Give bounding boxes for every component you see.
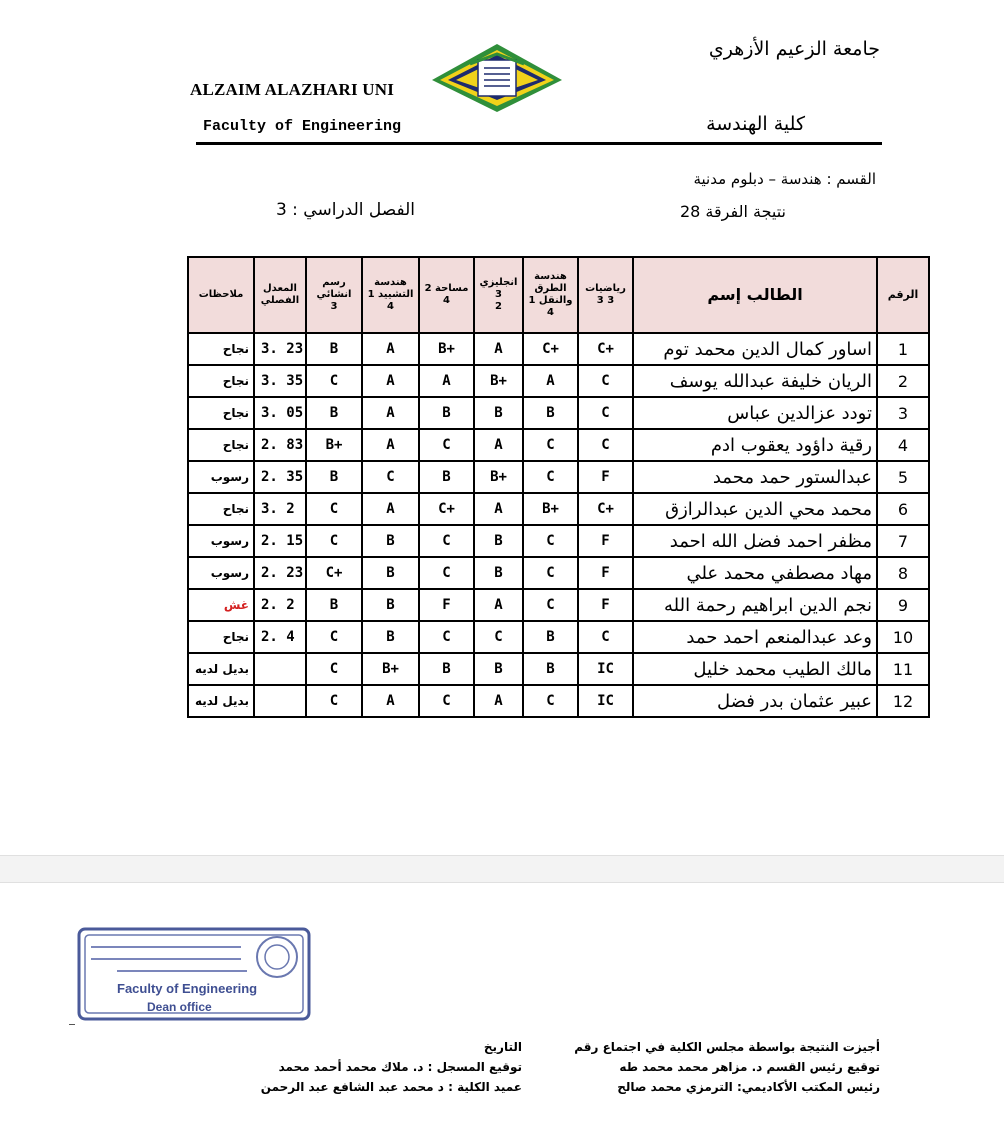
gpa-cell: 3. 35 — [254, 365, 306, 397]
row-number-cell: 5 — [877, 461, 929, 493]
notes-cell: بديل لديه — [188, 653, 254, 685]
english-grade-cell: A — [474, 333, 523, 365]
stamp-faculty-text: Faculty of Engineering — [117, 981, 258, 996]
math-grade-cell: IC — [578, 653, 633, 685]
row-number-cell: 2 — [877, 365, 929, 397]
footer-approvals — [560, 1037, 880, 1097]
construction-grade-cell: A — [362, 365, 419, 397]
faculty-name-english: Faculty of Engineering — [203, 118, 402, 135]
drawing-grade-cell: B — [306, 333, 362, 365]
drawing-column-header: رسم انشائي 3 — [306, 257, 362, 333]
footer-signatures — [250, 1037, 522, 1097]
results-table — [187, 256, 930, 718]
english-grade-cell: A — [474, 493, 523, 525]
construction-grade-cell: A — [362, 493, 419, 525]
gpa-cell: 2. 15 — [254, 525, 306, 557]
table-row — [188, 685, 929, 717]
roads-grade-cell: B — [523, 653, 578, 685]
construction-grade-cell: B — [362, 525, 419, 557]
drawing-grade-cell: C — [306, 621, 362, 653]
academic-office-line: رئيس المكتب الأكاديمي: الترمزي محمد صالح — [617, 1080, 880, 1094]
roads-grade-cell: C — [523, 557, 578, 589]
construction-grade-cell: A — [362, 333, 419, 365]
table-header-row — [188, 257, 929, 333]
notes-cell: رسوب — [188, 461, 254, 493]
math-grade-cell: F — [578, 525, 633, 557]
date-line: التاريخ — [483, 1040, 522, 1054]
drawing-grade-cell: C+ — [306, 557, 362, 589]
construction-grade-cell: B — [362, 589, 419, 621]
table-row — [188, 557, 929, 589]
semester-label: الفصل الدراسي : 3 — [275, 200, 415, 220]
notes-cell: نجاح — [188, 333, 254, 365]
construction-grade-cell: B — [362, 621, 419, 653]
student-name-cell: مهاد مصطفي محمد علي — [633, 557, 877, 589]
row-number-cell: 1 — [877, 333, 929, 365]
dean-line: عميد الكلية : د محمد عبد الشافع عبد الرحمن — [260, 1080, 522, 1094]
roads-grade-cell: B — [523, 621, 578, 653]
roads-grade-cell: C+ — [523, 333, 578, 365]
university-name-english: ALZAIM ALAZHARI UNI — [190, 80, 395, 99]
row-number-cell: 4 — [877, 429, 929, 461]
notes-cell: بديل لديه — [188, 685, 254, 717]
construction-grade-cell: A — [362, 429, 419, 461]
drawing-grade-cell: B — [306, 461, 362, 493]
gpa-cell: 3. 23 — [254, 333, 306, 365]
department-label: القسم : هندسة – دبلوم مدنية — [693, 170, 876, 188]
surveying-column-header: مساحة 2 4 — [419, 257, 474, 333]
number-column-header: الرقم — [877, 257, 929, 333]
table-row — [188, 621, 929, 653]
math-grade-cell: F — [578, 461, 633, 493]
student-name-cell: نجم الدين ابراهيم رحمة الله — [633, 589, 877, 621]
drawing-grade-cell: B — [306, 397, 362, 429]
gpa-cell: 3. 2 — [254, 493, 306, 525]
english-column-header: انجليزي 3 2 — [474, 257, 523, 333]
registrar-line: توقيع المسجل : د. ملاك محمد أحمد محمد — [278, 1060, 522, 1074]
row-number-cell: 9 — [877, 589, 929, 621]
table-row — [188, 589, 929, 621]
roads-grade-cell: C — [523, 429, 578, 461]
student-name-cell: الريان خليفة عبدالله يوسف — [633, 365, 877, 397]
roads-grade-cell: C — [523, 685, 578, 717]
row-number-cell: 3 — [877, 397, 929, 429]
table-row — [188, 397, 929, 429]
table-row — [188, 493, 929, 525]
student-name-cell: عبير عثمان بدر فضل — [633, 685, 877, 717]
drawing-grade-cell: C — [306, 685, 362, 717]
math-grade-cell: C — [578, 397, 633, 429]
english-grade-cell: A — [474, 429, 523, 461]
student-name-cell: وعد عبدالمنعم احمد حمد — [633, 621, 877, 653]
table-row — [188, 461, 929, 493]
row-number-cell: 11 — [877, 653, 929, 685]
row-number-cell: 7 — [877, 525, 929, 557]
english-grade-cell: B — [474, 525, 523, 557]
math-grade-cell: C — [578, 365, 633, 397]
english-grade-cell: B — [474, 653, 523, 685]
gpa-cell: 2. 2 — [254, 589, 306, 621]
roads-grade-cell: C — [523, 525, 578, 557]
roads-grade-cell: A — [523, 365, 578, 397]
row-number-cell: 10 — [877, 621, 929, 653]
gpa-column-header: المعدل الفصلي — [254, 257, 306, 333]
math-grade-cell: C+ — [578, 493, 633, 525]
construction-column-header: هندسة التشييد 1 4 — [362, 257, 419, 333]
math-grade-cell: C — [578, 429, 633, 461]
surveying-grade-cell: F — [419, 589, 474, 621]
batch-result-label: نتيجة الفرقة 28 — [679, 202, 786, 221]
surveying-grade-cell: A — [419, 365, 474, 397]
table-row — [188, 525, 929, 557]
construction-grade-cell: C — [362, 461, 419, 493]
notes-column-header: ملاحظات — [188, 257, 254, 333]
gpa-cell: 2. 4 — [254, 621, 306, 653]
student-name-cell: محمد محي الدين عبدالرازق — [633, 493, 877, 525]
surveying-grade-cell: C — [419, 557, 474, 589]
row-number-cell: 8 — [877, 557, 929, 589]
english-grade-cell: B+ — [474, 461, 523, 493]
faculty-name-arabic: كلية الهندسة — [706, 113, 805, 135]
surveying-grade-cell: B — [419, 653, 474, 685]
table-row — [188, 653, 929, 685]
english-grade-cell: B — [474, 557, 523, 589]
student-name-cell: مظفر احمد فضل الله احمد — [633, 525, 877, 557]
english-grade-cell: B+ — [474, 365, 523, 397]
notes-cell: نجاح — [188, 429, 254, 461]
construction-grade-cell: A — [362, 685, 419, 717]
surveying-grade-cell: C+ — [419, 493, 474, 525]
notes-cell: نجاح — [188, 365, 254, 397]
gpa-cell: 2. 23 — [254, 557, 306, 589]
row-number-cell: 12 — [877, 685, 929, 717]
gpa-cell — [254, 653, 306, 685]
surveying-grade-cell: B — [419, 461, 474, 493]
notes-cell: غش — [188, 589, 254, 621]
roads-grade-cell: C — [523, 589, 578, 621]
surveying-grade-cell: C — [419, 429, 474, 461]
row-number-cell: 6 — [877, 493, 929, 525]
table-row — [188, 365, 929, 397]
drawing-grade-cell: C — [306, 525, 362, 557]
roads-column-header: هندسة الطرق والنقل 1 4 — [523, 257, 578, 333]
notes-cell: نجاح — [188, 493, 254, 525]
student-name-cell: عبدالستور حمد محمد — [633, 461, 877, 493]
student-name-column-header: الطالب إسم — [633, 257, 877, 333]
notes-cell: نجاح — [188, 397, 254, 429]
english-grade-cell: A — [474, 589, 523, 621]
surveying-grade-cell: C — [419, 621, 474, 653]
page-separator — [0, 855, 1004, 883]
roads-grade-cell: B — [523, 397, 578, 429]
header-divider — [196, 142, 882, 145]
gpa-cell: 2. 35 — [254, 461, 306, 493]
stamp-dean-text: Dean office — [147, 1000, 212, 1014]
dean-office-stamp — [77, 927, 311, 1021]
drawing-grade-cell: B — [306, 589, 362, 621]
construction-grade-cell: B+ — [362, 653, 419, 685]
surveying-grade-cell: C — [419, 685, 474, 717]
notes-cell: رسوب — [188, 525, 254, 557]
surveying-grade-cell: C — [419, 525, 474, 557]
surveying-grade-cell: B — [419, 397, 474, 429]
math-grade-cell: C — [578, 621, 633, 653]
math-grade-cell: C+ — [578, 333, 633, 365]
table-row — [188, 333, 929, 365]
english-grade-cell: B — [474, 397, 523, 429]
roads-grade-cell: B+ — [523, 493, 578, 525]
roads-grade-cell: C — [523, 461, 578, 493]
approval-line: أجيزت النتيجة بواسطة مجلس الكلية في اجتماع رقم — [574, 1040, 880, 1054]
gpa-cell: 2. 83 — [254, 429, 306, 461]
student-name-cell: رقية داؤود يعقوب ادم — [633, 429, 877, 461]
drawing-grade-cell: B+ — [306, 429, 362, 461]
scan-mark — [69, 1024, 75, 1025]
table-row — [188, 429, 929, 461]
math-grade-cell: F — [578, 557, 633, 589]
drawing-grade-cell: C — [306, 365, 362, 397]
student-name-cell: اساور كمال الدين محمد توم — [633, 333, 877, 365]
surveying-grade-cell: B+ — [419, 333, 474, 365]
student-name-cell: تودد عزالدين عباس — [633, 397, 877, 429]
construction-grade-cell: A — [362, 397, 419, 429]
math-column-header: رياضيات 3 3 — [578, 257, 633, 333]
notes-cell: رسوب — [188, 557, 254, 589]
gpa-cell — [254, 685, 306, 717]
head-signature-line: توقيع رئيس القسم د. مزاهر محمد محمد طه — [619, 1060, 880, 1074]
gpa-cell: 3. 05 — [254, 397, 306, 429]
construction-grade-cell: B — [362, 557, 419, 589]
math-grade-cell: IC — [578, 685, 633, 717]
drawing-grade-cell: C — [306, 653, 362, 685]
university-name-arabic: جامعة الزعيم الأزهري — [708, 38, 880, 60]
notes-cell: نجاح — [188, 621, 254, 653]
english-grade-cell: C — [474, 621, 523, 653]
english-grade-cell: A — [474, 685, 523, 717]
math-grade-cell: F — [578, 589, 633, 621]
student-name-cell: مالك الطيب محمد خليل — [633, 653, 877, 685]
drawing-grade-cell: C — [306, 493, 362, 525]
university-logo — [430, 42, 564, 112]
